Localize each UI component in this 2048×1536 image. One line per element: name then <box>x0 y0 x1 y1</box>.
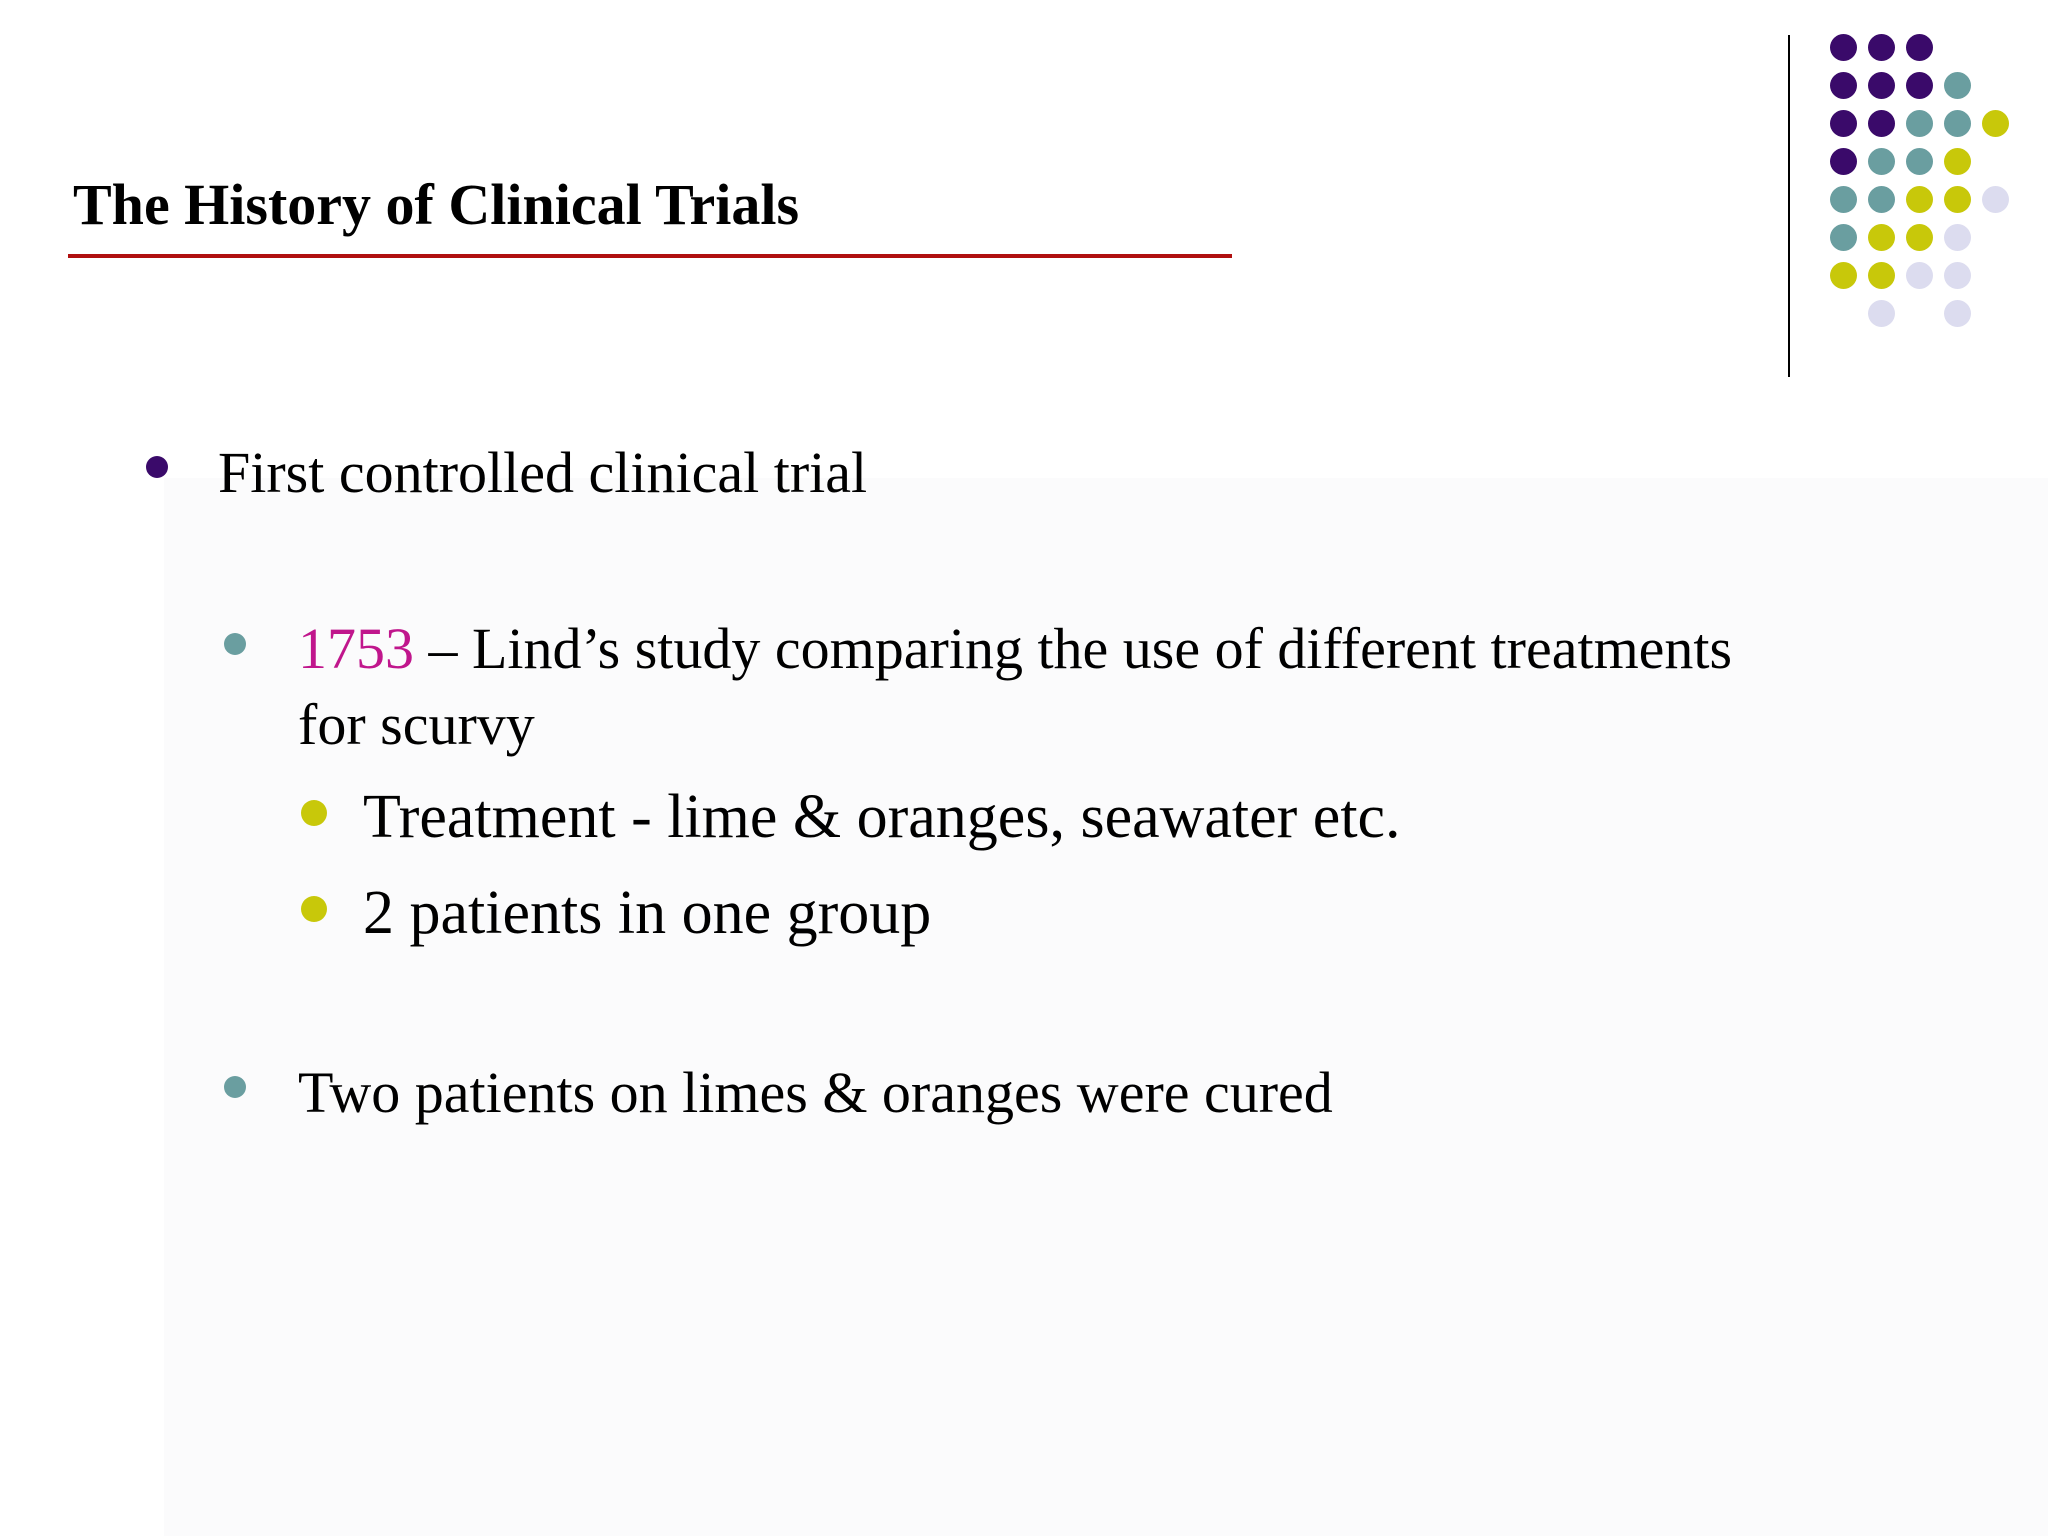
bullet-text-patients-group: 2 patients in one group <box>363 879 932 947</box>
decorative-dot <box>1944 224 1971 251</box>
decorative-dot <box>1944 72 1971 99</box>
decorative-dot <box>1906 110 1933 137</box>
bullet-text-first-trial: First controlled clinical trial <box>218 440 868 505</box>
bullet-text-lind-study-rest: – Lind’s study comparing the use of different treatments <box>414 616 1733 681</box>
decorative-dot <box>1868 72 1895 99</box>
decorative-dot <box>1830 34 1857 61</box>
decorative-dot <box>1982 110 2009 137</box>
decorative-dot <box>1906 72 1933 99</box>
decorative-dot <box>1982 186 2009 213</box>
decorative-dot <box>1830 262 1857 289</box>
decorative-dot <box>1944 300 1971 327</box>
decorative-dot <box>1868 300 1895 327</box>
decorative-dot <box>1830 186 1857 213</box>
decorative-dot <box>1830 72 1857 99</box>
decorative-dot <box>1830 224 1857 251</box>
bullet-point-level2 <box>224 1076 246 1098</box>
slide-title: The History of Clinical Trials <box>73 172 800 237</box>
vertical-divider <box>1788 35 1790 377</box>
decorative-dot <box>1906 186 1933 213</box>
bullet-text-cured: Two patients on limes & oranges were cured <box>298 1060 1333 1125</box>
bullet-point-level3 <box>301 800 327 826</box>
bullet-text-treatment: Treatment - lime & oranges, seawater etc. <box>363 783 1401 851</box>
bullet-text-lind-study-continued: for scurvy <box>298 692 535 757</box>
decorative-dot <box>1906 262 1933 289</box>
decorative-dot <box>1830 148 1857 175</box>
decorative-dot <box>1944 148 1971 175</box>
decorative-dot <box>1868 34 1895 61</box>
bullet-point-level3 <box>301 896 327 922</box>
decorative-dot <box>1868 262 1895 289</box>
decorative-dot <box>1868 186 1895 213</box>
decorative-dot <box>1944 186 1971 213</box>
decorative-dot <box>1906 148 1933 175</box>
decorative-dot <box>1906 224 1933 251</box>
decorative-dot <box>1830 110 1857 137</box>
decorative-dot <box>1868 148 1895 175</box>
decorative-dot <box>1906 34 1933 61</box>
bullet-point-level1 <box>146 456 168 478</box>
decorative-dot <box>1944 262 1971 289</box>
year-highlight: 1753 <box>298 616 414 681</box>
decorative-dot <box>1868 224 1895 251</box>
bullet-point-level2 <box>224 633 246 655</box>
bullet-text-lind-study <box>298 616 1733 681</box>
decorative-dot <box>1868 110 1895 137</box>
title-underline <box>68 254 1232 258</box>
decorative-dot <box>1944 110 1971 137</box>
